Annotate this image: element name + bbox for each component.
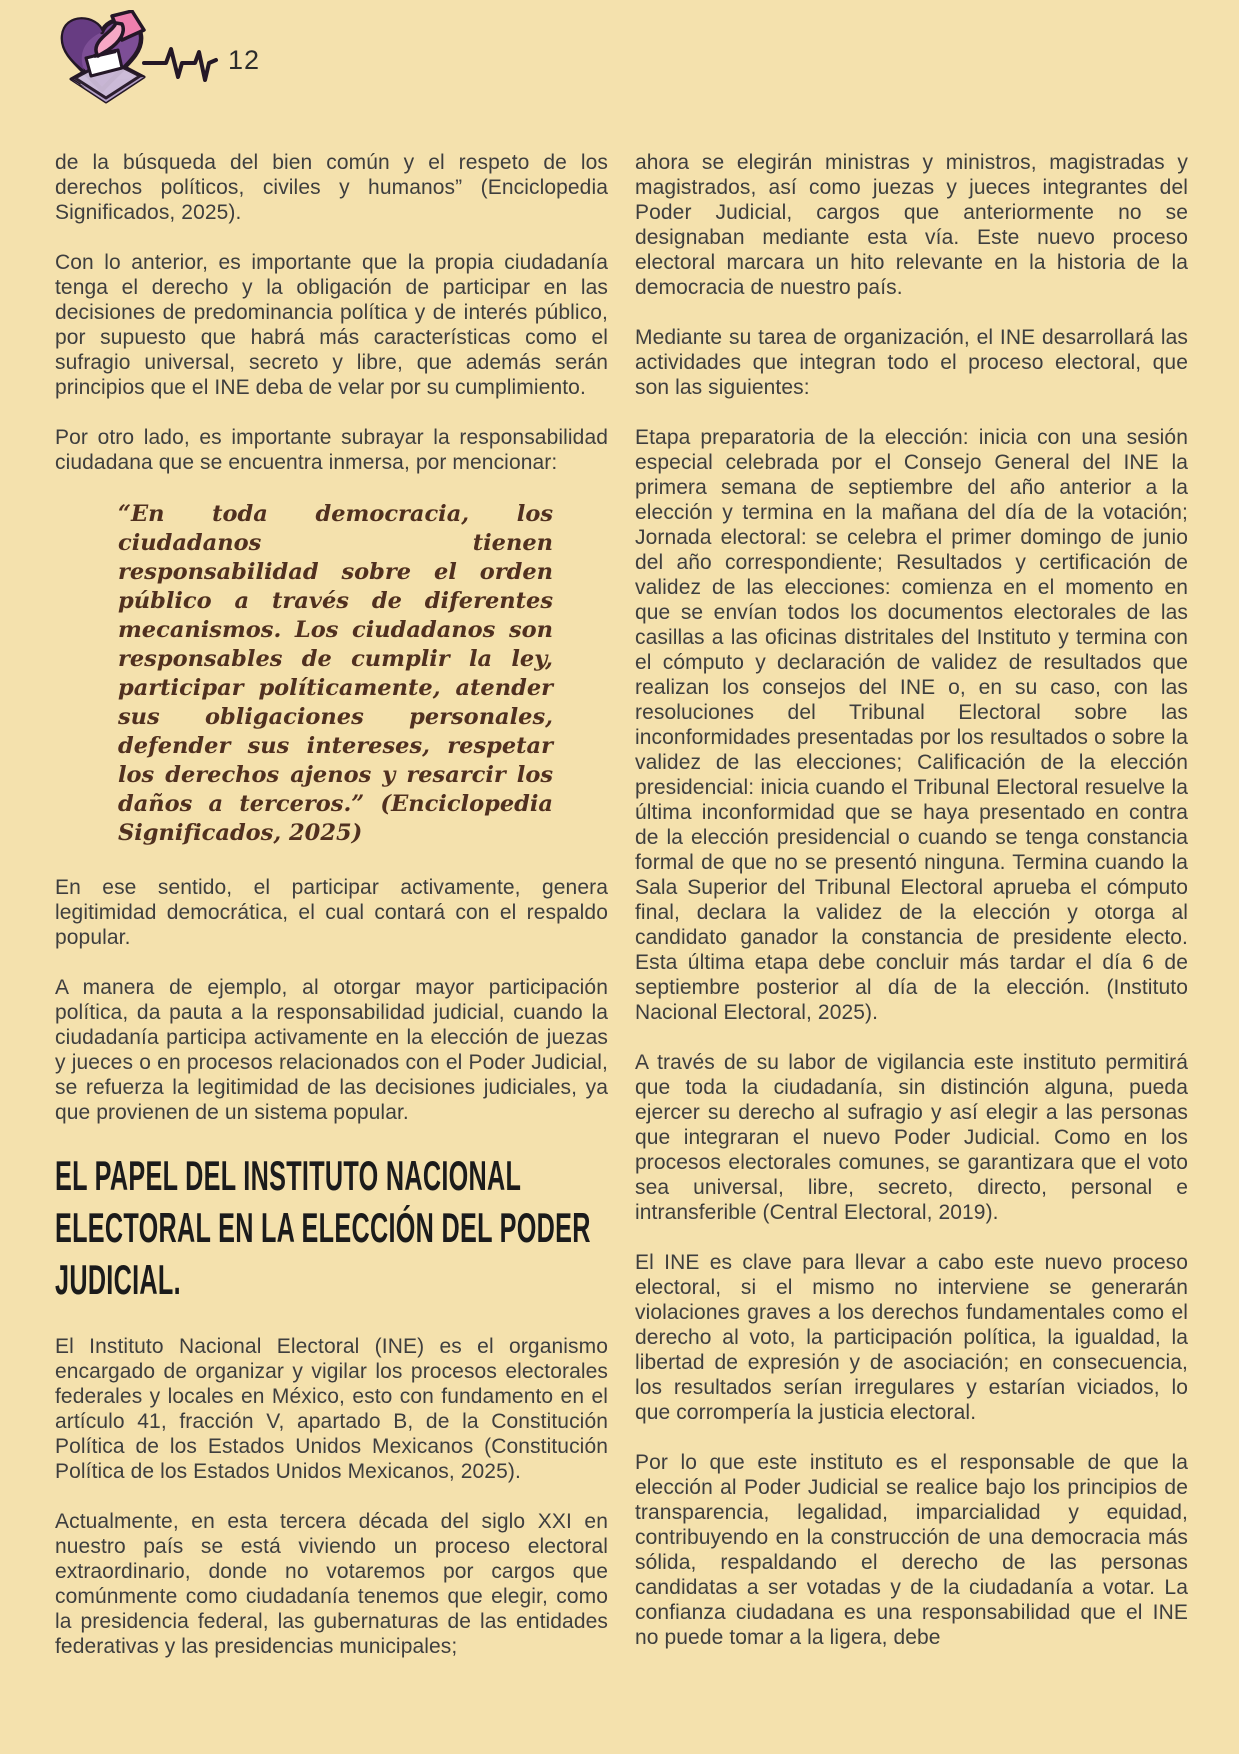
section-heading-line: ELECTORAL EN LA ELECCIÓN DEL PODER	[55, 1204, 591, 1251]
two-column-layout	[55, 150, 1188, 1684]
paragraph: Por otro lado, es importante subrayar la responsabilidad ciudadana que se encuentra inmersa, por mencionar:	[55, 426, 608, 474]
paragraph: Con lo anterior, es importante que la propia ciudadanía tenga el derecho y la obligación de participar en las decisiones de predominancia política y de interés público, por supuesto que habrá más características como el sufragio universal, secreto y libre, que además serán principios que el INE deba de velar por su cumplimiento.	[55, 251, 608, 399]
paragraph: Actualmente, en esta tercera década del siglo XXI en nuestro país se está viviendo un proceso electoral extraordinario, donde no votaremos por cargos que comúnmente como ciudadanía tenemos que elegir, como la presidencia federal, las gubernaturas de las entidades federativas y las presidencias municipales;	[55, 1510, 608, 1658]
paragraph: de la búsqueda del bien común y el respeto de los derechos políticos, civiles y humanos” (Enciclopedia Significados, 2025).	[55, 151, 608, 224]
paragraph: Por lo que este instituto es el responsable de que la elección al Poder Judicial se realice bajo los principios de transparencia, legalidad, imparcialidad y equidad, contribuyendo en la construcción de una democracia más sólida, respaldando el derecho de las personas candidatas a ser votadas y de la ciudadanía a votar. La confianza ciudadana es una responsabilidad que el INE no puede tomar a la ligera, debe	[635, 1451, 1188, 1649]
section-heading-line: JUDICIAL.	[55, 1256, 181, 1303]
paragraph: Etapa preparatoria de la elección: inicia con una sesión especial celebrada por el Consejo General del INE la primera semana de septiembre del año anterior a la elección y termina en la mañana del día de la votación; Jornada electoral: se celebra el primer domingo de junio del año correspondiente; Resultados y certificación de validez de las elecciones: comienza en el momento en que se envían todos los documentos electorales de las casillas a las oficinas distritales del Instituto y termina con el cómputo y declaración de validez de resultados que realizan los consejos del INE o, en su caso, con las resoluciones del Tribunal Electoral sobre las inconformidades presentadas por los resultados o sobre la validez de las elecciones; Calificación de la elección presidencial: inicia cuando el Tribunal Electoral resuelve la última inconformidad que se haya presentado en contra de la elección presidencial o cuando se tenga constancia formal de que no se presentó ninguna. Termina cuando la Sala Superior del Tribunal Electoral aprueba el cómputo final, declara la validez de la elección y otorga al candidato ganador la constancia de presidente electo. Esta última etapa debe concluir más tardar el día 6 de septiembre posterior al día de la elección. (Instituto Nacional Electoral, 2025).	[635, 426, 1188, 1024]
paragraph: Mediante su tarea de organización, el INE desarrollará las actividades que integran todo el proceso electoral, que son las siguientes:	[635, 326, 1188, 399]
page-header	[50, 10, 260, 110]
quote-block: “En toda democracia, los ciudadanos tienen responsabilidad sobre el orden público a través de diferentes mecanismos. Los ciudadanos son responsables de cumplir la ley, participar políticamente, atender sus obligaciones personales, defender sus intereses, respetar los derechos ajenos y resarcir los daños a terceros.” (Enciclopedia Significados, 2025)	[118, 501, 553, 846]
right-column	[635, 150, 1188, 1684]
paragraph: El Instituto Nacional Electoral (INE) es el organismo encargado de organizar y vigilar los procesos electorales federales y locales en México, esto con fundamento en el artículo 41, fracción V, apartado B, de la Constitución Política de los Estados Unidos Mexicanos (Constitución Política de los Estados Unidos Mexicanos, 2025).	[55, 1335, 608, 1483]
section-heading-line: EL PAPEL DEL INSTITUTO NACIONAL	[55, 1152, 522, 1199]
paragraph: A manera de ejemplo, al otorgar mayor participación política, da pauta a la responsabilidad judicial, cuando la ciudadanía participa activamente en la elección de juezas y jueces o en procesos relacionados con el Poder Judicial, se refuerza la legitimidad de las decisiones judiciales, ya que provienen de un sistema popular.	[55, 976, 608, 1124]
heart-ballot-ekg-logo	[50, 10, 220, 110]
paragraph: El INE es clave para llevar a cabo este nuevo proceso electoral, si el mismo no interviene se generarán violaciones graves a los derechos fundamentales como el derecho al voto, la participación política, la igualdad, la libertad de expresión y de asociación; en consecuencia, los resultados serían irregulares y estarían viciados, lo que corrompería la justicia electoral.	[635, 1251, 1188, 1424]
page-number: 12	[228, 44, 261, 75]
section-heading	[55, 1150, 608, 1306]
left-column	[55, 150, 608, 1684]
paragraph: En ese sentido, el participar activamente, genera legitimidad democrática, el cual contará con el respaldo popular.	[55, 876, 608, 949]
paragraph: ahora se elegirán ministras y ministros, magistradas y magistrados, así como juezas y jueces integrantes del Poder Judicial, cargos que anteriormente no se designaban mediante esta vía. Este nuevo proceso electoral marcara un hito relevante en la historia de la democracia de nuestro país.	[635, 151, 1188, 299]
paragraph: A través de su labor de vigilancia este instituto permitirá que toda la ciudadanía, sin distinción alguna, pueda ejercer su derecho al sufragio y así elegir a las personas que integraran el nuevo Poder Judicial. Como en los procesos electorales comunes, se garantizara que el voto sea universal, libre, secreto, directo, personal e intransferible (Central Electoral, 2019).	[635, 1051, 1188, 1224]
